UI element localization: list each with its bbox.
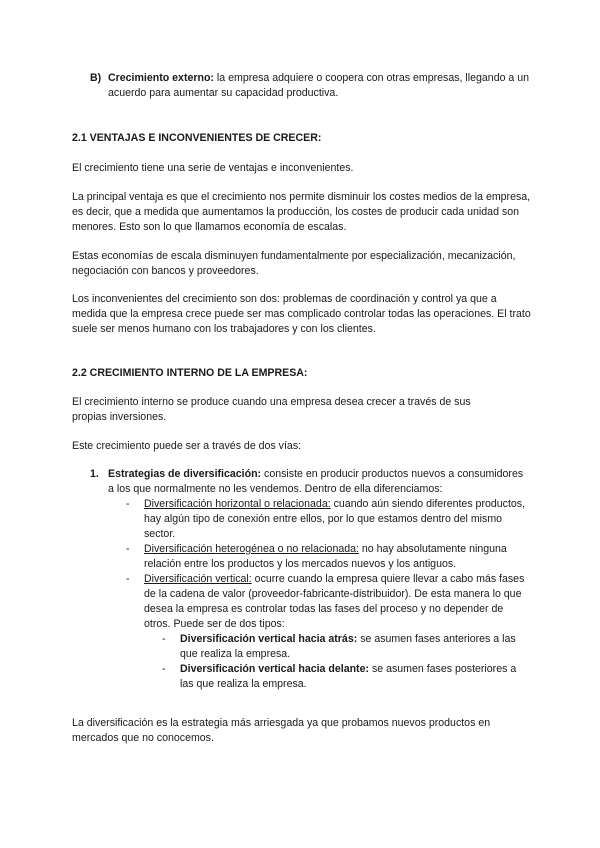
sub-list-item [126,542,530,572]
sub-list-item [126,572,530,692]
dash-marker: - [126,573,130,585]
list-item-b [90,71,540,101]
term: Diversificación vertical hacia atrás: [180,633,358,645]
section-heading-2-2: 2.2 CRECIMIENTO INTERNO DE LA EMPRESA: [72,367,308,379]
sub-sub-list-item [162,662,530,692]
sub-list-item [126,497,530,542]
definition: no hay absolutamente ninguna relación entre los productos y los mercados nuevos y los antiguos. [144,543,507,570]
paragraph: La diversificación es la estrategia más arriesgada ya que probamos nuevos productos en mercados que no conocemos. [72,717,491,744]
dash-marker: - [162,633,166,645]
term: Diversificación vertical: [144,573,252,585]
definition: ocurre cuando la empresa quiere llevar a cabo más fases de la cadena de valor (proveedor-fabricante-distribuidor). De esta manera lo que desea la empresa es controlar todas las fases del proceso y no depender de otros. Puede ser de dos tipos: [144,573,525,630]
dash-marker: - [126,543,130,555]
paragraph: Estas economías de escala disminuyen fundamentalmente por especialización, mecanización, negociación con bancos y proveedores. [72,250,516,277]
section-heading-2-1: 2.1 VENTAJAS E INCONVENIENTES DE CRECER: [72,132,322,144]
term: Estrategias de diversificación: [108,468,262,480]
paragraph: El crecimiento tiene una serie de ventajas e inconvenientes. [72,162,354,174]
definition: la empresa adquiere o coopera con otras empresas, llegando a un acuerdo para aumentar su capacidad productiva. [108,72,530,99]
list-item-1 [90,467,530,692]
list-marker: B) [90,72,102,84]
definition: consiste en producir productos nuevos a consumidores a los que normalmente no les vendemos. Dentro de ella diferenciamos: [108,468,524,495]
dash-marker: - [162,663,166,675]
paragraph: Los inconvenientes del crecimiento son dos: problemas de coordinación y control ya que a medida que la empresa crece puede ser mas complicado controlar todas las operaciones. El trato suele ser menos humano con los trabajadores y con los clientes. [72,293,531,335]
definition: se asumen fases posteriores a las que realiza la empresa. [180,663,517,690]
list-item-text [108,467,530,497]
term: Diversificación heterogénea o no relacionada: [144,543,359,555]
list-item-content [108,71,540,101]
term: Diversificación horizontal o relacionada: [144,498,331,510]
term: Diversificación vertical hacia delante: [180,663,370,675]
definition: cuando aún siendo diferentes productos, hay algún tipo de conexión entre ellos, por lo que estamos dentro del mismo sector. [144,498,526,540]
dash-marker: - [126,498,130,510]
paragraph: La principal ventaja es que el crecimiento nos permite disminuir los costes medios de la empresa, es decir, que a medida que aumentamos la producción, los costes de producir cada unidad son menores. Esto son lo que llamamos economía de escalas. [72,191,531,233]
term: Crecimiento externo: [108,72,214,84]
list-marker: 1. [90,468,99,480]
definition: se asumen fases anteriores a las que realiza la empresa. [180,633,516,660]
list-item-content [108,467,530,692]
sub-sub-list-item [162,632,530,662]
paragraph: Este crecimiento puede ser a través de dos vías: [72,440,302,452]
paragraph: El crecimiento interno se produce cuando una empresa desea crecer a través de sus propias inversiones. [72,396,471,423]
